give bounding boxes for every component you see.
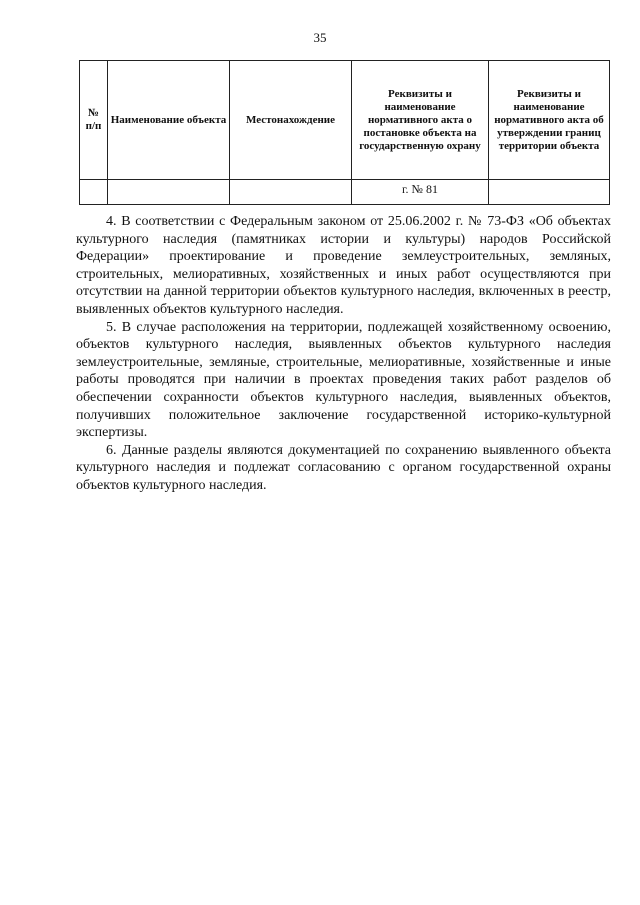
column-header-location: Местонахождение [230,61,352,180]
table-header-row [80,61,610,180]
column-header-object-name: Наименование объекта [108,61,230,180]
table-cell [489,180,610,205]
table-cell [108,180,230,205]
table-cell [230,180,352,205]
column-header-protection-act: Реквизиты и наименование нормативного акта о постановке объекта на государственную охрану [352,61,489,180]
column-header-number: № п/п [80,61,108,180]
table-cell: г. № 81 [352,180,489,205]
table-row [80,180,610,205]
paragraph-4: 4. В соответствии с Федеральным законом от 25.06.2002 г. № 73-ФЗ «Об объектах культурного наследия (памятниках истории и культуры) народов Российской Федерации» проектирование и проведение землеустроительных, земляных, строительных, мелиоративных, хозяйственных и иных работ осуществляются при отсутствии на данной территории объектов культурного наследия, включенных в реестр, выявленных объектов культурного наследия. [76,214,611,317]
table-cell [80,180,108,205]
page-number: 35 [313,30,327,45]
column-header-boundaries-act: Реквизиты и наименование нормативного акта об утверждении границ территории объекта [489,61,610,180]
paragraph-5: 5. В случае расположения на территории, подлежащей хозяйственному освоению, объектов культурного наследия, выявленных объектов культурного наследия землеустроительные, земляные, строительные, мелиоративные, хозяйственные и иные работы проводятся при наличии в проектах проведения таких работ разделов об обеспечении сохранности объектов культурного наследия, выявленных объектов, получивших положительное заключение государственной историко-культурной экспертизы. [76,319,611,441]
document-body [76,213,611,495]
objects-table [79,60,610,205]
paragraph-6: 6. Данные разделы являются документацией по сохранению выявленного объекта культурного наследия и подлежат согласованию с органом государственной охраны объектов культурного наследия. [76,442,611,493]
